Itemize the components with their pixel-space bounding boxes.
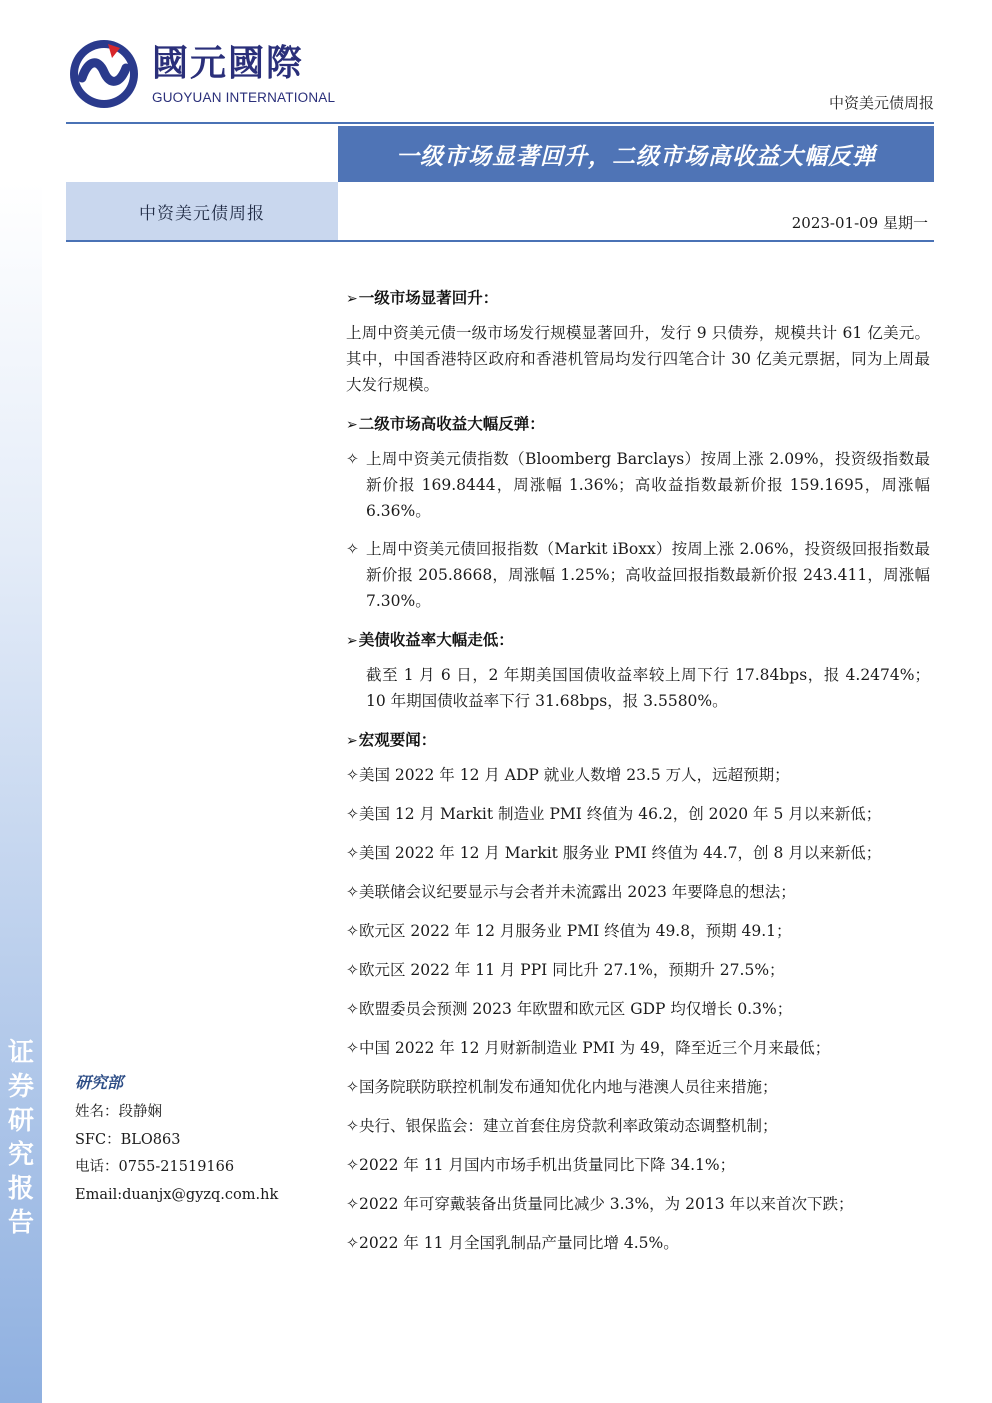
- side-char: 证: [7, 1038, 34, 1068]
- list-item: ✧ 上周中资美元债指数（Bloomberg Barclays）按周上涨 2.09%，投资级指数最新价报 169.8444，周涨幅 1.36%；高收益指数最新价报 159.1695，周涨幅 6.36%。: [346, 446, 930, 524]
- diamond-bullet-icon: ✧: [346, 1117, 359, 1135]
- guoyuan-logo-icon: [68, 38, 140, 110]
- side-char: 告: [7, 1208, 34, 1238]
- arrow-bullet-icon: ➢: [346, 291, 358, 307]
- main-content: [346, 284, 930, 1269]
- side-char: 报: [7, 1174, 34, 1204]
- diamond-bullet-icon: ✧: [346, 450, 359, 468]
- list-item: ✧2022 年 11 月国内市场手机出货量同比下降 34.1%；: [346, 1156, 736, 1174]
- author-phone: 电话：0755-21519166: [75, 1159, 235, 1175]
- diamond-bullet-icon: ✧: [346, 1000, 359, 1018]
- company-logo: [68, 38, 338, 114]
- diamond-bullet-icon: ✧: [346, 540, 359, 558]
- diamond-bullet-icon: ✧: [346, 1195, 359, 1213]
- arrow-bullet-icon: ➢: [346, 733, 358, 749]
- diamond-bullet-icon: ✧: [346, 805, 359, 823]
- report-title: 一级市场显著回升，二级市场高收益大幅反弹: [396, 143, 876, 170]
- author-department: 研究部: [75, 1073, 124, 1092]
- list-item: ✧ 上周中资美元债回报指数（Markit iBoxx）按周上涨 2.06%，投资级回报指数最新价报 205.8668，周涨幅 1.25%；高收益回报指数最新价报 243.411，周涨幅 7.30%。: [346, 536, 930, 614]
- primary-market-paragraph: 上周中资美元债一级市场发行规模显著回升，发行 9 只债券，规模共计 61 亿美元。其中，中国香港特区政府和香港机管局均发行四笔合计 30 亿美元票据，同为上周最大发行规模。: [346, 324, 930, 394]
- list-item: ✧2022 年 11 月全国乳制品产量同比增 4.5%。: [346, 1234, 679, 1252]
- section-heading-primary: ➢一级市场显著回升：: [346, 289, 499, 307]
- subtitle-divider: [66, 240, 934, 242]
- header-divider: [66, 122, 934, 124]
- list-item: ✧欧元区 2022 年 11 月 PPI 同比升 27.1%，预期升 27.5%；: [346, 961, 785, 979]
- author-sfc: SFC：BLO863: [75, 1131, 181, 1148]
- list-item: ✧美国 12 月 Markit 制造业 PMI 终值为 46.2，创 2020 年 5 月以来新低；: [346, 805, 882, 823]
- list-item: ✧中国 2022 年 12 月财新制造业 PMI 为 49，降至近三个月来最低；: [346, 1039, 831, 1057]
- list-item: ✧美国 2022 年 12 月 Markit 服务业 PMI 终值为 44.7，创 8 月以来新低；: [346, 844, 882, 862]
- report-subtitle: 中资美元债周报: [139, 203, 265, 224]
- side-vertical-label: [4, 1036, 38, 1240]
- report-date: 2023-01-09 星期一: [791, 214, 928, 232]
- list-item: ✧2022 年可穿戴装备出货量同比减少 3.3%，为 2013 年以来首次下跌；: [346, 1195, 854, 1213]
- logo-chinese-text: 國元國際: [152, 43, 305, 84]
- logo-english-text: GUOYUAN INTERNATIONAL: [152, 90, 336, 105]
- diamond-bullet-icon: ✧: [346, 961, 359, 979]
- diamond-bullet-icon: ✧: [346, 1156, 359, 1174]
- title-banner: [338, 126, 934, 182]
- list-item: ✧央行、银保监会：建立首套住房贷款利率政策动态调整机制；: [346, 1117, 778, 1135]
- section-heading-macro: ➢宏观要闻：: [346, 731, 437, 749]
- list-item: ✧欧盟委员会预测 2023 年欧盟和欧元区 GDP 均仅增长 0.3%；: [346, 1000, 793, 1018]
- author-name: 姓名：段静娴: [75, 1104, 162, 1120]
- side-char: 研: [7, 1106, 34, 1136]
- list-item: ✧国务院联防联控机制发布通知优化内地与港澳人员往来措施；: [346, 1078, 778, 1096]
- diamond-bullet-icon: ✧: [346, 1234, 359, 1252]
- arrow-bullet-icon: ➢: [346, 633, 358, 649]
- side-char: 究: [7, 1140, 34, 1170]
- treasury-paragraph: 截至 1 月 6 日，2 年期美国国债收益率较上周下行 17.84bps，报 4.2474%；10 年期国债收益率下行 31.68bps，报 3.5580%。: [366, 666, 930, 710]
- report-type-label: 中资美元债周报: [828, 94, 934, 112]
- diamond-bullet-icon: ✧: [346, 766, 359, 784]
- section-heading-secondary: ➢二级市场高收益大幅反弹：: [346, 415, 545, 433]
- diamond-bullet-icon: ✧: [346, 1039, 359, 1057]
- list-item: ✧欧元区 2022 年 12 月服务业 PMI 终值为 49.8，预期 49.1；: [346, 922, 792, 940]
- author-block: [75, 1070, 325, 1209]
- author-email[interactable]: Email:duanjx@gyzq.com.hk: [75, 1186, 279, 1203]
- subtitle-box: [66, 182, 338, 240]
- arrow-bullet-icon: ➢: [346, 417, 358, 433]
- diamond-bullet-icon: ✧: [346, 1078, 359, 1096]
- section-heading-treasury: ➢美债收益率大幅走低：: [346, 631, 514, 649]
- list-item: ✧美国 2022 年 12 月 ADP 就业人数增 23.5 万人，远超预期；: [346, 766, 790, 784]
- diamond-bullet-icon: ✧: [346, 922, 359, 940]
- side-char: 券: [7, 1072, 34, 1102]
- list-item: ✧美联储会议纪要显示与会者并未流露出 2023 年要降息的想法；: [346, 883, 796, 901]
- diamond-bullet-icon: ✧: [346, 844, 359, 862]
- diamond-bullet-icon: ✧: [346, 883, 359, 901]
